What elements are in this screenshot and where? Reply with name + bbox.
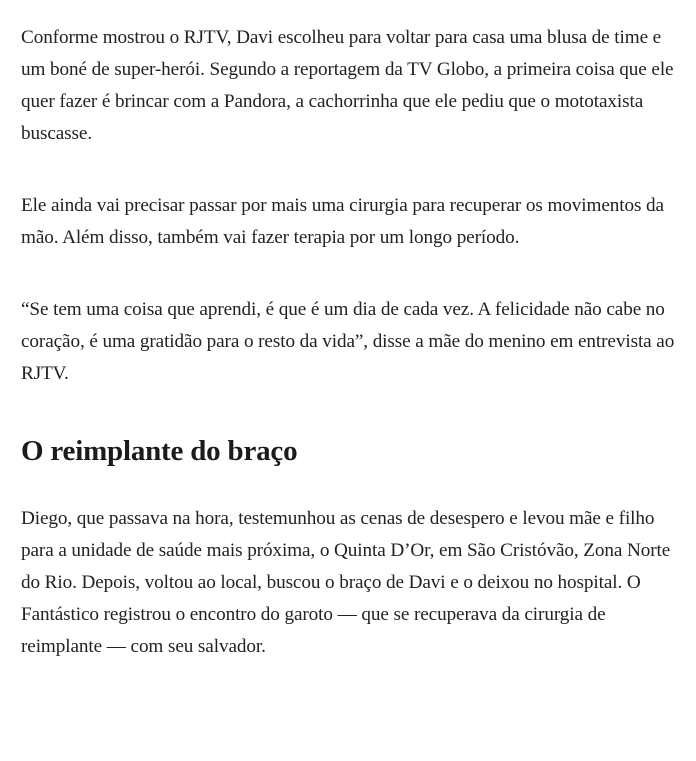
section-heading: O reimplante do braço [21, 435, 298, 467]
article-paragraph: Diego, que passava na hora, testemunhou as cenas de desespero e levou mãe e filho para a unidade de saúde mais próxima, o Quinta D’Or, em São Cristóvão, Zona Norte do Rio. Depois, voltou ao local, buscou o braço de Davi e o deixou no hospital. O Fantástico registrou o encontro do garoto — que se recuperava da cirurgia de reimplante — com seu salvador. [21, 508, 671, 657]
article-paragraph: Conforme mostrou o RJTV, Davi escolheu para voltar para casa uma blusa de time e um boné de super-herói. Segundo a reportagem da TV Globo, a primeira coisa que ele quer fazer é brincar com a Pandora, a cachorrinha que ele pediu que o mototaxista buscasse. [21, 27, 674, 144]
article-paragraph: Ele ainda vai precisar passar por mais uma cirurgia para recuperar os movimentos da mão. Além disso, também vai fazer terapia por um longo período. [21, 195, 664, 248]
article-quote-paragraph: “Se tem uma coisa que aprendi, é que é um dia de cada vez. A felicidade não cabe no coração, é uma gratidão para o resto da vida”, disse a mãe do menino em entrevista ao RJTV. [21, 299, 675, 384]
article-body [21, 22, 676, 663]
